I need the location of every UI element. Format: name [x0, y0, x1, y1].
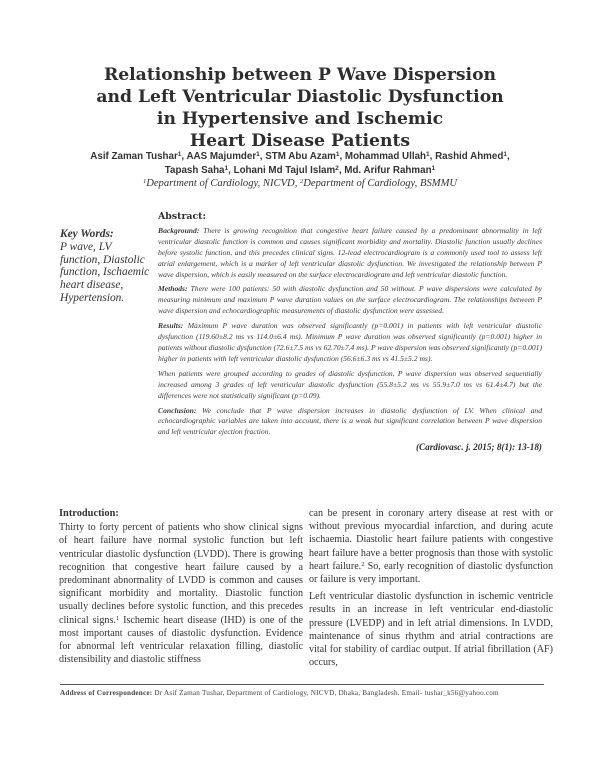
author: Asif Zaman Tushar$^1$ — [90, 151, 182, 162]
keywords-heading: Key Words: — [60, 228, 114, 240]
abstract-heading: Abstract: — [158, 211, 206, 222]
keywords-box — [60, 228, 150, 305]
section-heading: Introduction: — [59, 508, 119, 519]
reference-marker[interactable]: 1 — [115, 614, 120, 622]
title-line: and Left Ventricular Diastolic Dysfunction — [96, 87, 504, 107]
article-title — [60, 64, 540, 152]
body-paragraph: Left ventricular diastolic dysfunction in ischemic ventricle results in an increase in left ventricular end-diastolic pressure (LVEDP) and in left atrial dimensions. In LVDD, maintenance of sinus rhythm and atrial contractions are vital for stability of cardiac output. If atrial fibrillation (AF) occurs, — [309, 591, 553, 669]
abstract — [158, 212, 542, 453]
abstract-background: Background: There is growing recognition that congestive heart failure caused by a predominant abnormality in left ventricular diastolic function is common and causes significant morbidity and mortality. Diastolic function usually declines before systolic function, and this precedes clinical signs. 12-lead electrocardiogram is a commonly used tool to assess left atrial enlargement, which is a marker of left ventricular diastolic dysfunction. We investigated the relationship between P wave dispersion, which is easily measured on the surface electrocardiogram and left ventricular diastolic function. — [158, 225, 542, 279]
abstract-methods: Methods: There were 100 patients: 50 with diastolic dysfunction and 50 without. P wave dispersions were calculated by measuring minimum and maximum P wave duration values on the surface electrocardiogram. The relationships between P wave dispersion and echocardiographic measurements of diastolic dysfunction were assessed. — [158, 284, 542, 316]
body-column-right — [309, 507, 553, 673]
body-paragraph: Thirty to forty percent of patients who show clinical signs of heart failure have normal systolic function but left ventricular diastolic dysfunction (LVDD). There is growing recognition that congestive heart failure caused by a predominant abnormality of LVDD is common and causes significant morbidity and mortality. Diastolic function usually declines before systolic function, and this precedes clinical signs.$^1$ Ischemic heart disease (IHD) is one of the most important causes of diastolic dysfunction. Evidence for abnormal left ventricular relaxation filling, diastolic distensibility and diastolic stiffness — [59, 522, 303, 666]
author: AAS Majumder$^1$ — [186, 151, 260, 162]
author: Lohani Md Tajul Islam$^2$ — [233, 165, 339, 176]
abstract-grouped: When patients were grouped according to grades of diastolic dysfunction, P wave dispersion was observed sequentially increased among 3 grades of left ventricular diastolic dysfunction (55.8±5.2 ms vs 55.9±7.0 ms vs 61.4±4.7) but the differences were not statistically significant (p=0.09). — [158, 368, 542, 400]
author: Rashid Ahmed$^1$ — [435, 151, 507, 162]
correspondence-address: Address of Correspondence: Dr Asif Zaman Tushar, Department of Cardiology, NICVD, Dhaka, Bangladesh. Email- tushar_k56@yahoo.com — [60, 689, 499, 697]
abstract-conclusion: Conclusion: We conclude that P wave dispersion increases in diastolic dysfunction of LV. When clinical and echocardiographic variables are taken into account, there is a weak but significant correlation between P wave dispersion and left ventricular ejection fraction. — [158, 405, 542, 437]
reference-marker[interactable]: 2 — [361, 560, 365, 568]
title-line: Heart Disease Patients — [189, 131, 411, 151]
footer-divider — [60, 684, 544, 685]
citation: (Cardiovasc. j. 2015; 8(1): 13-18) — [415, 442, 542, 453]
author-list: Asif Zaman Tushar$^1$, AAS Majumder$^1$, STM Abu Azam$^1$, Mohammad Ullah$^1$, Rashid Ahmed$^1$, Tapash Saha$^1$, Lohani Md Tajul Islam$^2$, Md. Arifur Rahman$^1$ — [90, 151, 510, 176]
keywords-text: P wave, LV function, Diastolic function, Ischaemic heart disease, Hypertension. — [60, 240, 150, 304]
abstract-results: Results: Maximum P wave duration was observed significantly (p=0.001) in patients with left ventricular diastolic dysfunction (119.60±8.2 ms vs 114.0±6.4 ms). Minimum P wave duration was observed significantly (p=0.001) higher in patients without diastolic dysfunction (72.6±7.5 ms vs 62.70±7.4 ms). P wave dispersion was observed significantly (p=0.001) higher in patients with left ventricular diastolic dysfunction (56.6±6.3 ms vs 41.5±5.2 ms). — [158, 321, 542, 363]
author: Mohammad Ullah$^1$ — [344, 151, 430, 162]
affiliations: $^1$Department of Cardiology, NICVD, $^2$Department of Cardiology, BSMMU — [142, 178, 458, 189]
body-column-left — [59, 507, 303, 670]
body-paragraph: can be present in coronary artery disease at rest with or without previous myocardial infarction, and during acute ischaemia. Diastolic heart failure patients with congestive heart failure have a better prognosis than those with systolic heart failure.$^2$ So, early recognition of diastolic dysfunction or failure is very important. — [309, 508, 554, 586]
author: STM Abu Azam$^1$ — [265, 151, 340, 162]
title-line: Relationship between P Wave Dispersion — [103, 65, 497, 85]
title-line: in Hypertensive and Ischemic — [156, 109, 444, 129]
author: Tapash Saha$^1$ — [164, 165, 229, 176]
author: Md. Arifur Rahman$^1$ — [344, 165, 436, 176]
